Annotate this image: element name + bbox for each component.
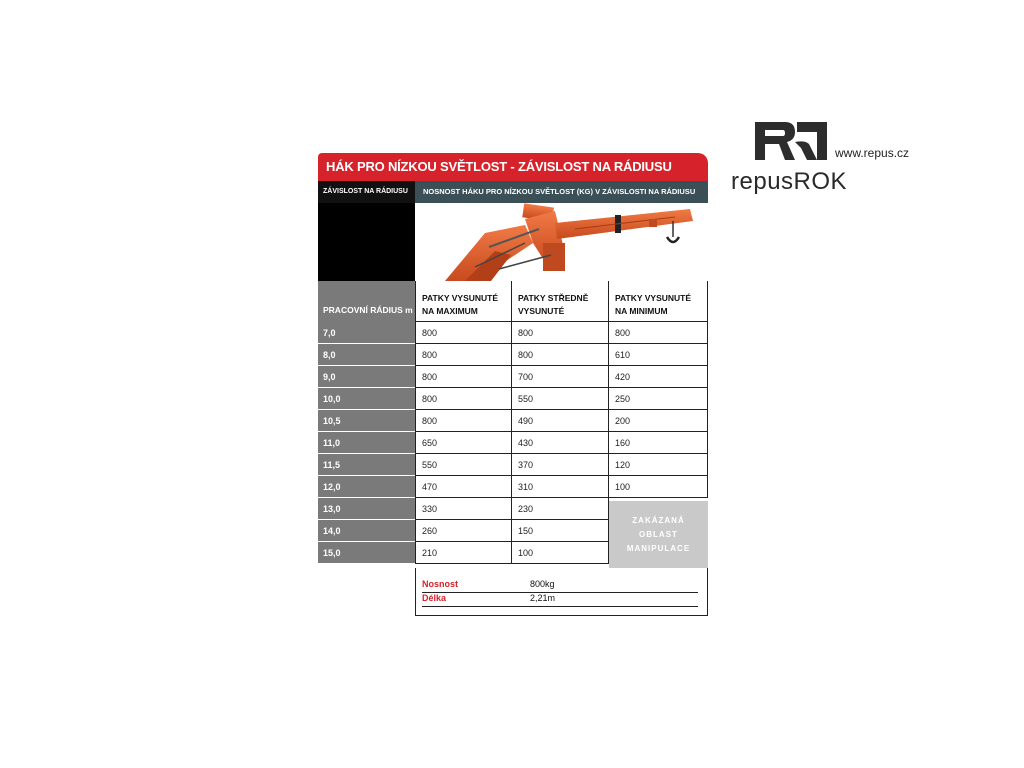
column-header-mid-line2: VYSUNUTÉ xyxy=(518,306,565,316)
radius-cell: 11,0 xyxy=(318,432,415,454)
forbidden-zone-line1: ZAKÁZANÁ xyxy=(632,516,685,525)
table-cell: 650 xyxy=(415,432,512,454)
radius-cell: 9,0 xyxy=(318,366,415,388)
table-cell: 610 xyxy=(609,344,708,366)
spec-box xyxy=(415,568,708,616)
table-cell: 550 xyxy=(512,388,609,410)
table-cell: 310 xyxy=(512,476,609,498)
table-cell: 800 xyxy=(415,388,512,410)
spec-row-capacity xyxy=(422,578,698,593)
table-cell: 230 xyxy=(512,498,609,520)
table-cell: 800 xyxy=(415,366,512,388)
table-cell: 150 xyxy=(512,520,609,542)
spec-value: 2,21m xyxy=(530,593,556,603)
table-cell: 430 xyxy=(512,432,609,454)
spec-name: Nosnost xyxy=(422,579,458,589)
column-header-max-line1: PATKY VYSUNUTÉ xyxy=(422,293,499,303)
table-cell: 330 xyxy=(415,498,512,520)
column-header-radius: PRACOVNÍ RÁDIUS m xyxy=(318,281,415,322)
column-header-max-line2: NA MAXIMUM xyxy=(422,306,478,316)
black-panel xyxy=(318,203,415,281)
radius-cell: 8,0 xyxy=(318,344,415,366)
spec-name: Délka xyxy=(422,593,447,603)
table-cell: 800 xyxy=(415,322,512,344)
header-right-label: NOSNOST HÁKU PRO NÍZKOU SVĚTLOST (KG) V ZÁVISLOSTI NA RÁDIUSU xyxy=(415,181,708,203)
radius-cell: 12,0 xyxy=(318,476,415,498)
table-cell: 370 xyxy=(512,454,609,476)
table-cell: 550 xyxy=(415,454,512,476)
radius-cell: 7,0 xyxy=(318,322,415,344)
column-header-mid-line1: PATKY STŘEDNĚ xyxy=(518,293,589,303)
radius-cell: 13,0 xyxy=(318,498,415,520)
table-cell: 420 xyxy=(609,366,708,388)
column-header-min-line1: PATKY VYSUNUTÉ xyxy=(615,293,692,303)
document-title: HÁK PRO NÍZKOU SVĚTLOST - ZÁVISLOST NA RÁDIUSU xyxy=(318,153,708,181)
table-cell: 800 xyxy=(512,322,609,344)
table-cell: 490 xyxy=(512,410,609,432)
table-cell: 800 xyxy=(609,322,708,344)
table-cell: 800 xyxy=(512,344,609,366)
table-cell: 470 xyxy=(415,476,512,498)
brand-logo xyxy=(727,118,927,198)
table-cell: 120 xyxy=(609,454,708,476)
column-header-mid xyxy=(512,281,609,322)
radius-cell: 15,0 xyxy=(318,542,415,564)
table-cell: 260 xyxy=(415,520,512,542)
forbidden-zone xyxy=(609,501,708,568)
forbidden-zone-line3: MANIPULACE xyxy=(626,544,691,553)
table-cell: 700 xyxy=(512,366,609,388)
website-url[interactable]: www.repus.cz xyxy=(835,146,910,160)
crane-arm-image xyxy=(415,203,708,281)
column-header-max xyxy=(415,281,512,322)
table-cell: 100 xyxy=(512,542,609,564)
table-cell: 210 xyxy=(415,542,512,564)
crane-illustration xyxy=(415,203,708,281)
forbidden-zone-line2: OBLAST xyxy=(639,530,678,539)
radius-cell: 14,0 xyxy=(318,520,415,542)
radius-cell: 10,5 xyxy=(318,410,415,432)
repus-logo-icon xyxy=(751,118,831,166)
spec-row-length xyxy=(422,592,698,607)
radius-cell: 10,0 xyxy=(318,388,415,410)
table-cell: 160 xyxy=(609,432,708,454)
column-header-min-line2: NA MINIMUM xyxy=(615,306,668,316)
brand-wordmark: repusROK xyxy=(731,168,848,195)
table-cell: 250 xyxy=(609,388,708,410)
table-cell: 800 xyxy=(415,344,512,366)
table-cell: 200 xyxy=(609,410,708,432)
column-header-min xyxy=(609,281,708,322)
load-chart-document xyxy=(318,150,708,620)
radius-cell: 11,5 xyxy=(318,454,415,476)
table-cell: 100 xyxy=(609,476,708,498)
spec-value: 800kg xyxy=(530,579,555,589)
header-left-label: ZÁVISLOST NA RÁDIUSU xyxy=(318,181,415,203)
table-cell: 800 xyxy=(415,410,512,432)
